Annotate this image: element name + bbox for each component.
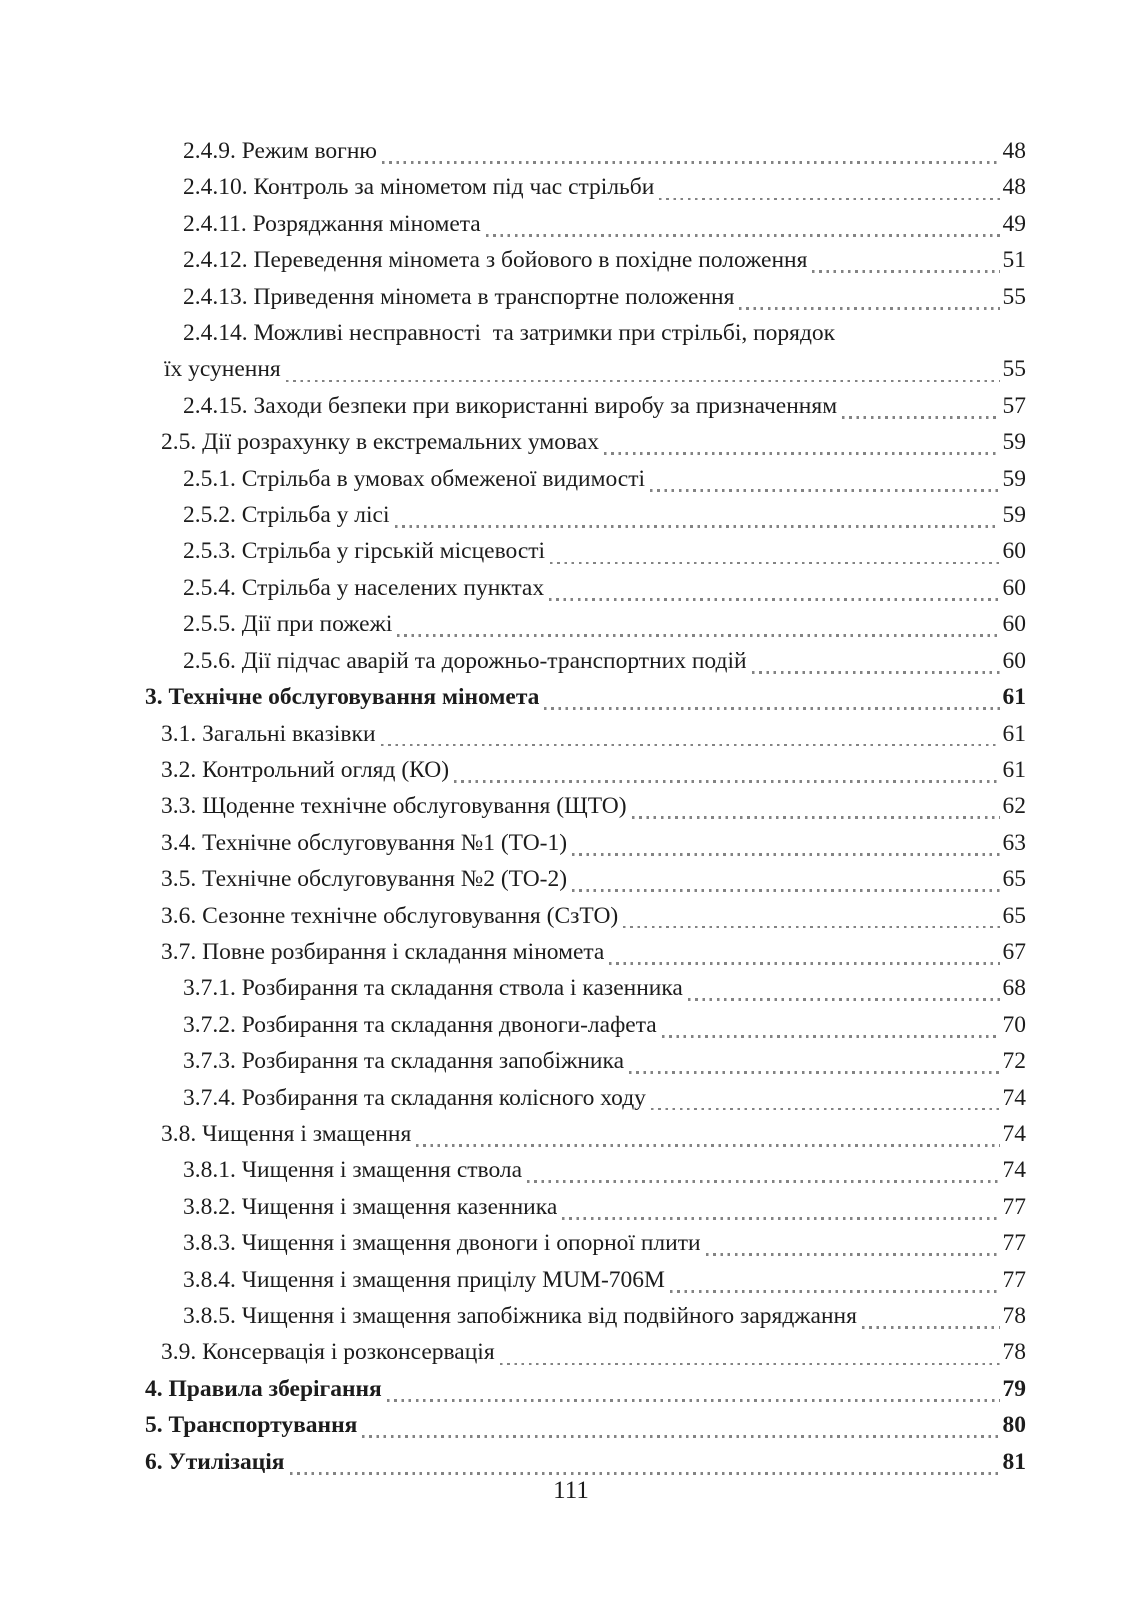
toc-entry-page-number: 72 [1002,1048,1026,1075]
toc-entry-page-number: 55 [1002,283,1026,310]
dot-leader [651,1108,1000,1111]
toc-entry-page-number: 80 [1002,1412,1026,1439]
dot-leader [500,1363,1000,1366]
toc-entry-title: 3.8. Чищення і змащення [161,1120,412,1147]
toc-entry [0,934,1026,970]
toc-entry-title: 3.8.2. Чищення і змащення казенника [183,1193,558,1220]
dot-leader [286,380,1000,383]
dot-leader [623,926,999,929]
toc-entry-page-number: 63 [1002,829,1026,856]
toc-entry [0,461,1026,497]
toc-entry-page-number: 59 [1002,502,1026,529]
toc-entry-title: 3.4. Технічне обслуговування №1 (ТО-1) [161,829,568,856]
toc-entry [0,898,1026,934]
toc-entry-title: 2.4.10. Контроль за мінометом під час стрільби [183,174,655,201]
dot-leader [550,562,999,565]
toc-entry-title: 2.5.1. Стрільба в умовах обмеженої видимості [183,465,646,492]
toc-entry-page-number: 74 [1002,1157,1026,1184]
dot-leader [416,1144,999,1147]
toc-entry-title: 2.5.6. Дії підчас аварій та дорожньо-транспортних подій [183,647,747,674]
toc-entry-title: 2.5.4. Стрільба у населених пунктах [183,574,545,601]
toc-entry-title: 3.9. Консервація і розконсервація [161,1339,495,1366]
toc-entry-page-number: 57 [1002,392,1026,419]
toc-entry-title: 2.4.11. Розряджання міномета [183,210,481,237]
toc-entry [0,679,1026,715]
toc-entry [0,315,1026,351]
dot-leader [706,1253,1000,1256]
dot-leader [862,1326,1000,1329]
toc-entry-title: 2.4.15. Заходи безпеки при використанні виробу за призначенням [183,392,838,419]
dot-leader [604,452,1000,455]
toc-entry-title: 5. Транспортування [145,1412,358,1439]
dot-leader [629,1071,999,1074]
toc-entry-page-number: 60 [1002,538,1026,565]
toc-entry-title: 2.4.12. Переведення міномета з бойового в похідне положення [183,247,808,274]
toc-entry [0,861,1026,897]
toc-entry-page-number: 74 [1002,1084,1026,1111]
toc-entry-title: 3.7.2. Розбирання та складання двоноги-лафета [183,1011,657,1038]
toc-entry [0,351,1026,387]
toc-entry-title: 2.4.14. Можливі несправності та затримки при стрільбі, порядок [183,320,836,347]
toc-entry [0,825,1026,861]
toc-entry [0,1043,1026,1079]
dot-leader [381,744,1000,747]
toc-entry-title: 3.7.4. Розбирання та складання колісного ходу [183,1084,646,1111]
toc-entry-title: 3. Технічне обслуговування міномета [145,684,540,711]
dot-leader [752,671,1000,674]
toc-entry-page-number: 74 [1002,1120,1026,1147]
toc-entry [0,497,1026,533]
toc-entry-title: 3.7.1. Розбирання та складання ствола і казенника [183,975,683,1002]
toc-entry-title: 3.8.1. Чищення і змащення ствола [183,1157,523,1184]
toc-entry-page-number: 60 [1002,611,1026,638]
toc-entry-title: 3.5. Технічне обслуговування №2 (ТО-2) [161,866,568,893]
toc-entry-title: 2.5.5. Дії при пожежі [183,611,393,638]
toc-entry-title: 2.4.13. Приведення міномета в транспортне положення [183,283,735,310]
toc-entry [0,133,1026,169]
toc-entry [0,1298,1026,1334]
toc-entry-title: 2.5. Дії розрахунку в екстремальних умовах [161,429,599,456]
dot-leader [486,234,1000,237]
dot-leader [562,1217,999,1220]
toc-entry-page-number: 48 [1002,138,1026,164]
toc-entry-page-number: 78 [1002,1339,1026,1366]
toc-entry [0,1080,1026,1116]
toc-entry [0,788,1026,824]
toc-entry-page-number: 48 [1002,174,1026,201]
toc-entry [0,643,1026,679]
toc-entry [0,1116,1026,1152]
toc-entry [0,1225,1026,1261]
toc-entry [0,1007,1026,1043]
toc-entry [0,169,1026,205]
toc-entry-title: 3.2. Контрольний огляд (КО) [161,756,450,783]
toc-entry [0,1189,1026,1225]
toc-entry-page-number: 81 [1002,1448,1026,1475]
toc-entry [0,242,1026,278]
toc-entry-page-number: 61 [1002,720,1026,747]
folio-page-number: 111 [553,1477,589,1504]
toc-entry-page-number: 78 [1002,1303,1026,1329]
toc-entry-title: 3.8.3. Чищення і змащення двоноги і опорної плити [183,1230,701,1257]
toc-entry-title: 2.5.3. Стрільба у гірській місцевості [183,538,546,565]
dot-leader [842,416,999,419]
toc-entry [0,1371,1026,1407]
toc-entry-page-number: 62 [1002,793,1026,820]
toc-entry [0,970,1026,1006]
dot-leader [650,489,999,492]
page-footer [0,1474,1142,1508]
dot-leader [688,998,1000,1001]
toc-entry-page-number: 77 [1002,1266,1026,1293]
toc-entry-page-number: 79 [1002,1375,1026,1402]
toc-entry-title: 3.8.5. Чищення і змащення запобіжника від подвійного заряджання [183,1303,857,1329]
dot-leader [362,1435,999,1438]
dot-leader [527,1180,999,1183]
toc-entry [0,1334,1026,1370]
dot-leader [812,270,999,273]
dot-leader [632,816,1000,819]
toc-entry-title: 4. Правила зберігання [145,1375,382,1402]
dot-leader [397,634,999,637]
toc-entry [0,606,1026,642]
toc-entry-page-number: 77 [1002,1230,1026,1257]
toc-entry-page-number: 70 [1002,1011,1026,1038]
toc-entry-page-number: 77 [1002,1193,1026,1220]
dot-leader [739,307,999,310]
toc-entry-title: 6. Утилізація [145,1448,285,1475]
toc-entry [0,424,1026,460]
toc-entry [0,1152,1026,1188]
toc-entry [0,1407,1026,1443]
dot-leader [549,598,999,601]
toc-entry-title: 3.7.3. Розбирання та складання запобіжника [183,1048,625,1075]
toc-entry-page-number: 61 [1002,684,1026,711]
toc-entry [0,1262,1026,1298]
dot-leader [387,1399,1000,1402]
toc-entry-page-number: 51 [1002,247,1026,274]
dot-leader [609,962,999,965]
toc-entry-page-number: 65 [1002,866,1026,893]
toc-entry-page-number: 68 [1002,975,1026,1002]
toc-entry-page-number: 59 [1002,429,1026,456]
toc-entry-title: 2.5.2. Стрільба у лісі [183,502,390,529]
toc-entry [0,716,1026,752]
dot-leader [670,1290,1000,1293]
toc-entry-page-number: 67 [1002,938,1026,965]
toc-entry-title: 2.4.9. Режим вогню [183,138,377,164]
toc-entry-page-number: 61 [1002,756,1026,783]
dot-leader [454,780,999,783]
toc-entry-page-number: 59 [1002,465,1026,492]
toc-entry [0,206,1026,242]
toc-entry-title: їх усунення [164,356,281,383]
toc-entry-title: 3.7. Повне розбирання і складання міномета [161,938,605,965]
toc-entry-title: 3.8.4. Чищення і змащення прицілу MUM-706M [183,1266,665,1293]
toc-entry-title: 3.1. Загальні вказівки [161,720,376,747]
dot-leader [395,525,1000,528]
dot-leader [659,198,999,201]
dot-leader [572,853,999,856]
toc-entry [0,388,1026,424]
toc-entry [0,533,1026,569]
toc-entry-page-number: 65 [1002,902,1026,929]
toc-entry-page-number: 55 [1002,356,1026,383]
toc-entry [0,279,1026,315]
toc-entry-page-number: 49 [1002,210,1026,237]
toc-entry-page-number: 60 [1002,574,1026,601]
toc-entry-title: 3.3. Щоденне технічне обслуговування (ЩТО) [161,793,627,820]
dot-leader [662,1035,1000,1038]
dot-leader [572,889,999,892]
dot-leader [544,707,999,710]
toc-entry-page-number: 60 [1002,647,1026,674]
toc-entry-title: 3.6. Сезонне технічне обслуговування (СзТО) [161,902,619,929]
dot-leader [382,161,1000,164]
toc-entry [0,752,1026,788]
toc-entry [0,570,1026,606]
